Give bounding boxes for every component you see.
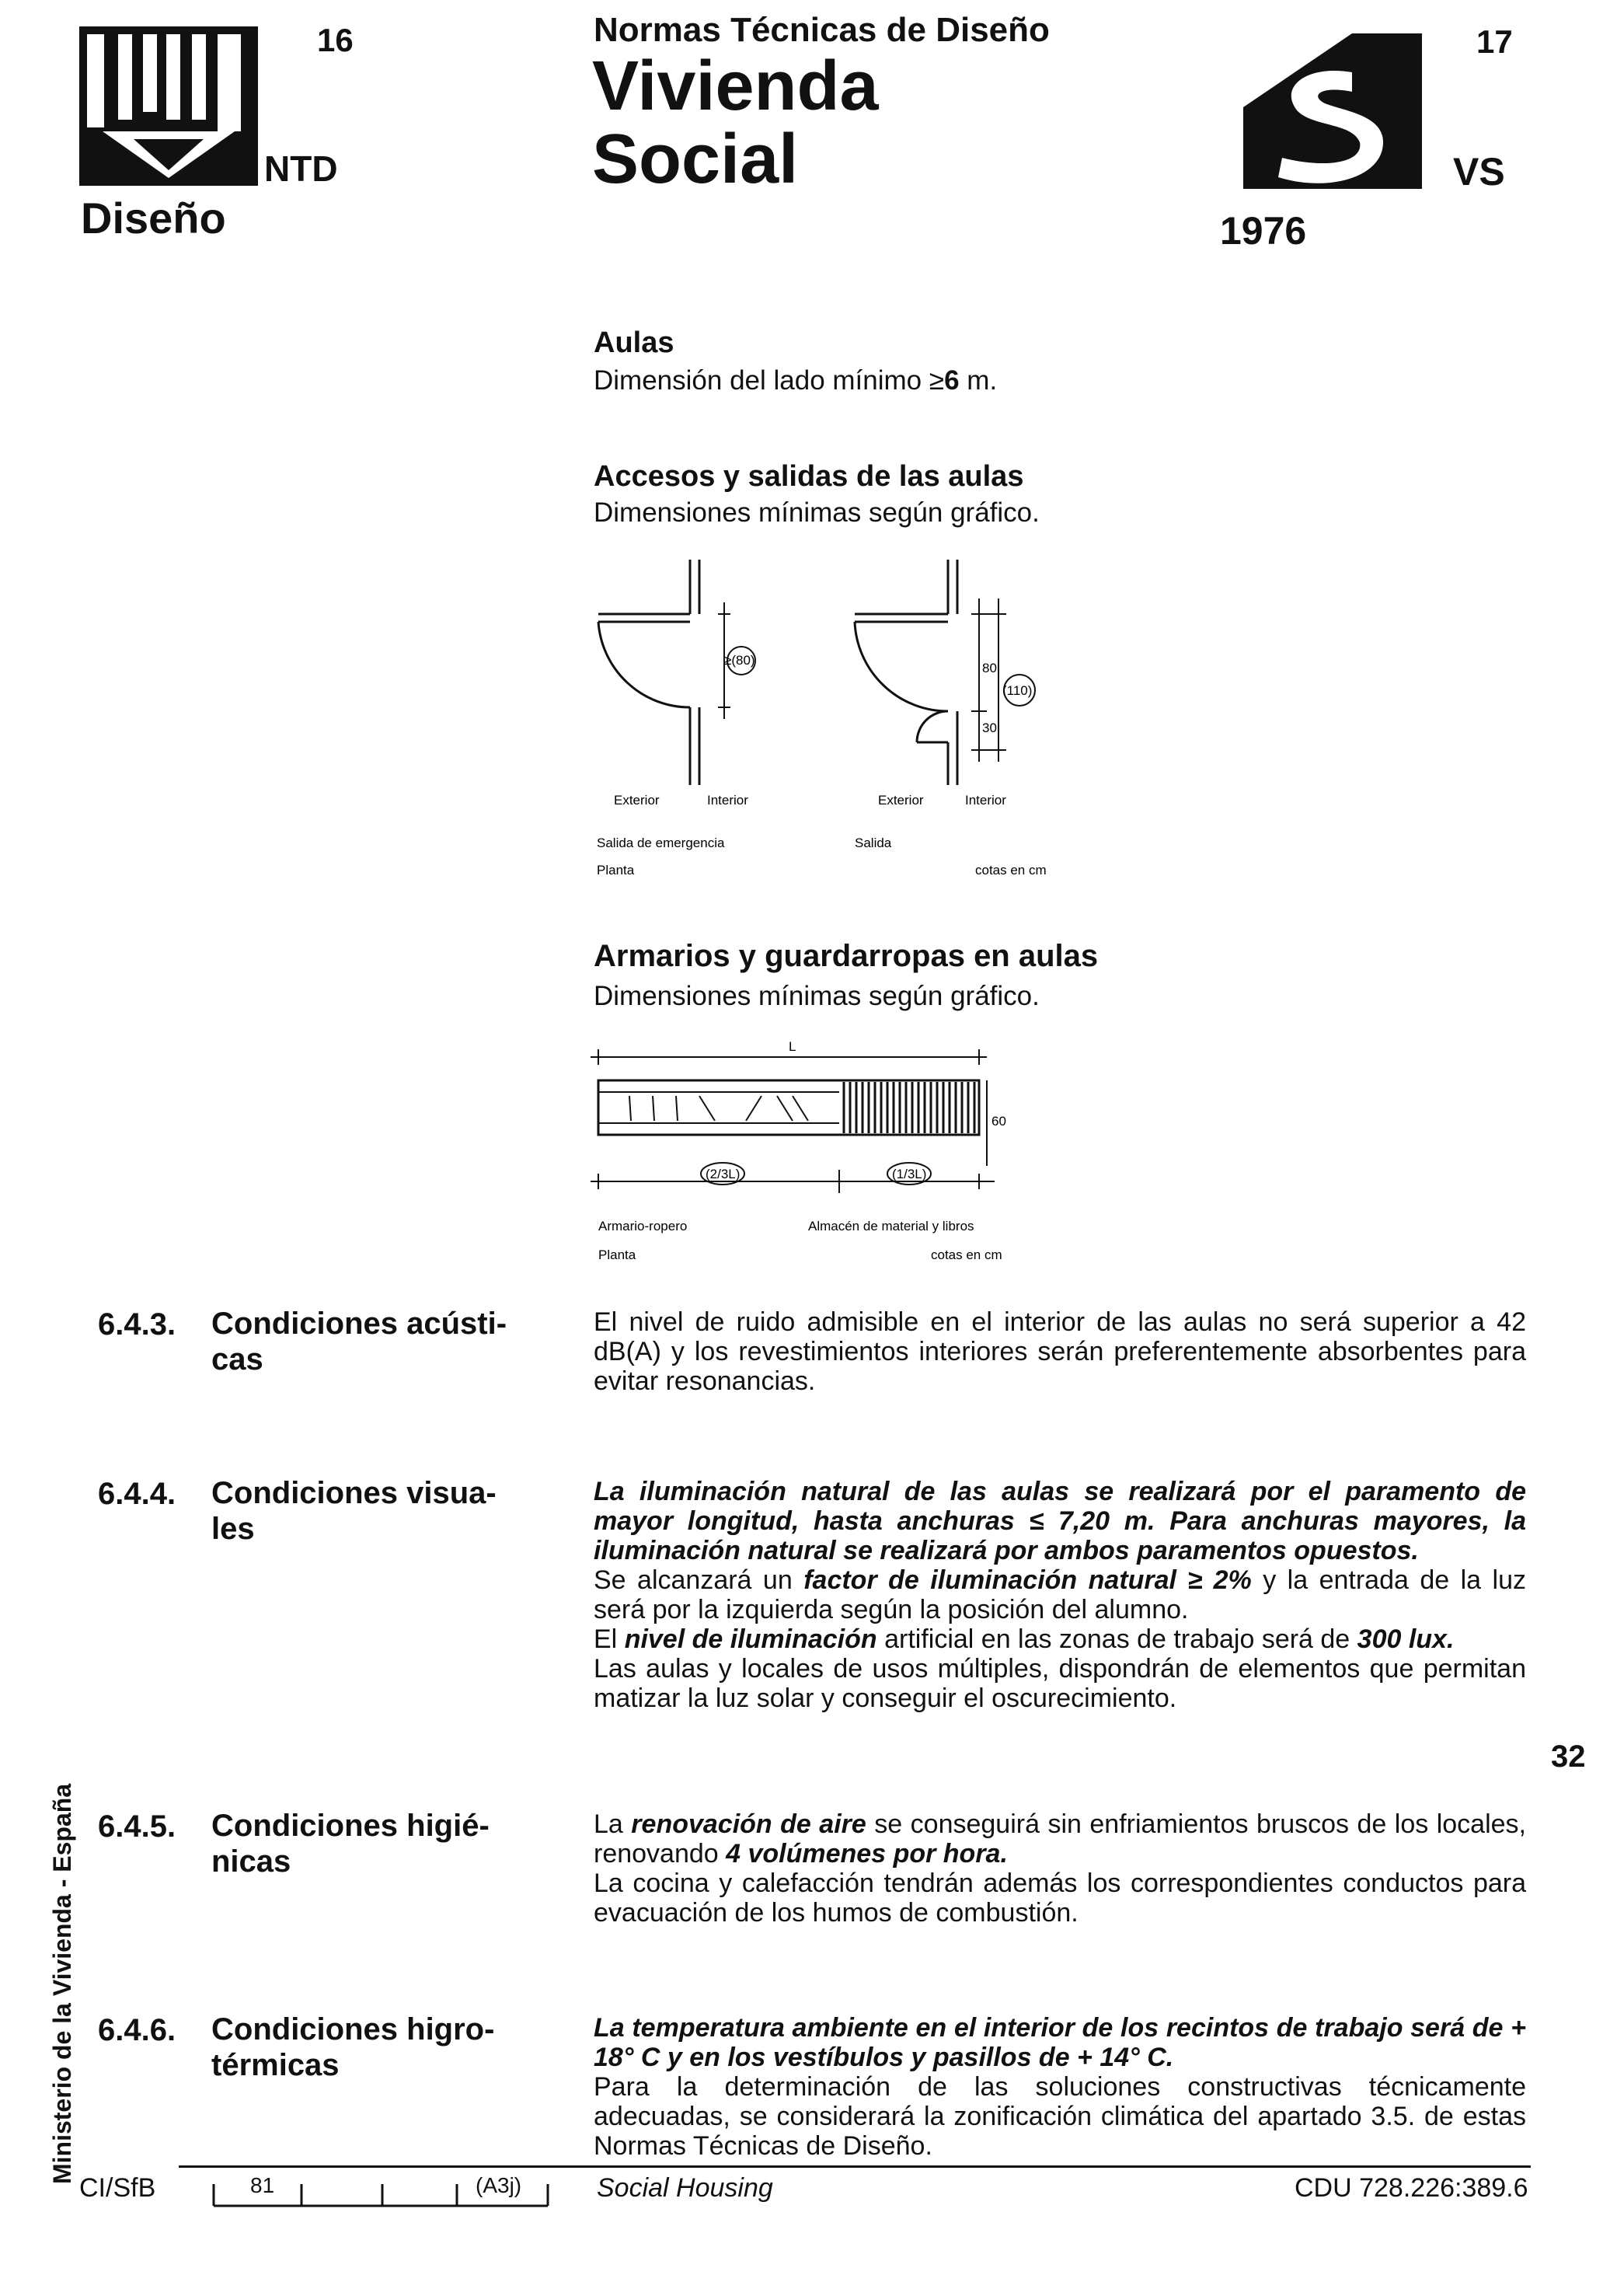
dim-right-80: 80 bbox=[982, 661, 997, 675]
section-645-p1-bold: renovación de aire bbox=[631, 1809, 866, 1839]
footer-box-81: 81 bbox=[250, 2173, 275, 2197]
section-646-body bbox=[594, 2013, 1526, 2161]
section-644-paragraph-2 bbox=[594, 1565, 1526, 1624]
header-normas: Normas Técnicas de Diseño bbox=[594, 11, 1050, 49]
caption-armario-ropero: Armario-ropero bbox=[598, 1219, 688, 1233]
caption-cotas-2: cotas en cm bbox=[931, 1247, 1002, 1262]
section-644-p2-bold: factor de iluminación natural ≥ 2% bbox=[803, 1565, 1252, 1595]
header-title-vivienda: Vivienda bbox=[592, 47, 879, 125]
section-645-p1-b: se conseguirá sin enfriamientos bruscos de los locales, renovando bbox=[594, 1809, 1526, 1869]
caption-cotas: cotas en cm bbox=[975, 863, 1047, 878]
aulas-unit: m. bbox=[967, 365, 998, 396]
footer-social-housing: Social Housing bbox=[597, 2173, 773, 2203]
aulas-heading: Aulas bbox=[594, 326, 674, 359]
section-645-paragraph-1 bbox=[594, 1809, 1526, 1869]
section-643-title-line1: Condiciones acústi- bbox=[211, 1307, 507, 1341]
section-645-number: 6.4.5. bbox=[98, 1809, 176, 1844]
section-644-body bbox=[594, 1477, 1526, 1713]
accesos-diagram bbox=[591, 552, 1134, 894]
ministerio-vertical-label bbox=[48, 1749, 95, 2184]
header-number-right: 17 bbox=[1476, 23, 1513, 60]
header-title-social: Social bbox=[592, 120, 799, 198]
armarios-diagram bbox=[583, 1034, 1049, 1275]
section-643-body bbox=[594, 1307, 1526, 1396]
right-interior-label: Interior bbox=[965, 793, 1006, 808]
section-645-paragraph-2: La cocina y calefacción tendrán además los correspondientes conductos para evacuación de los humos de combustión. bbox=[594, 1869, 1526, 1928]
caption-salida: Salida bbox=[855, 836, 892, 850]
section-644-p2-b: y la entrada de la luz será por la izquierda según la posición del alumno. bbox=[594, 1565, 1527, 1624]
section-644-number: 6.4.4. bbox=[98, 1477, 176, 1511]
section-644-p3-b: artificial en las zonas de trabajo será de bbox=[876, 1624, 1357, 1654]
aulas-text-pre: Dimensión del lado mínimo bbox=[594, 365, 922, 396]
footer-cdu: CDU 728.226:389.6 bbox=[1295, 2173, 1528, 2203]
section-645-body bbox=[594, 1809, 1526, 1928]
section-643-title bbox=[211, 1306, 538, 1377]
dim-2-3l: (2/3L) bbox=[706, 1167, 741, 1181]
section-646-title bbox=[211, 2012, 538, 2083]
section-645-title bbox=[211, 1808, 538, 1879]
section-643-body-text: El nivel de ruido admisible en el interior de las aulas no será superior a 42 dB(A) y los revestimientos interiores serán preferentemente absorbentes para evitar resonancias. bbox=[594, 1307, 1526, 1396]
dim-1-3l: (1/3L) bbox=[892, 1167, 927, 1181]
section-646-title-line2: térmicas bbox=[211, 2048, 340, 2082]
aulas-value: 6 bbox=[944, 365, 960, 396]
section-646-title-line1: Condiciones higro- bbox=[211, 2012, 495, 2047]
armarios-text: Dimensiones mínimas según gráfico. bbox=[594, 981, 1040, 1011]
header-year: 1976 bbox=[1220, 209, 1307, 253]
section-646-number: 6.4.6. bbox=[98, 2013, 176, 2047]
section-644-title bbox=[211, 1475, 538, 1547]
ministerio-text: Ministerio de la Vivienda - España bbox=[48, 1783, 76, 2184]
header-diseno: Diseño bbox=[81, 194, 226, 243]
section-644-p3-bold-lux: 300 lux. bbox=[1357, 1624, 1455, 1654]
section-645-p1-bold-2: 4 volúmenes por hora. bbox=[726, 1839, 1008, 1869]
section-645-title-line1: Condiciones higié- bbox=[211, 1809, 490, 1843]
dim-right-110: (110) bbox=[1002, 683, 1033, 698]
aulas-text bbox=[594, 365, 997, 396]
page-number: 32 bbox=[1551, 1739, 1586, 1774]
dim-right-30: 30 bbox=[982, 721, 997, 735]
left-exterior-label: Exterior bbox=[614, 793, 660, 808]
left-interior-label: Interior bbox=[707, 793, 748, 808]
caption-almacen: Almacén de material y libros bbox=[808, 1219, 974, 1233]
right-exterior-label: Exterior bbox=[878, 793, 924, 808]
section-644-p3-bold: nivel de iluminación bbox=[624, 1624, 877, 1654]
aulas-symbol: ≥ bbox=[929, 365, 945, 396]
accesos-heading: Accesos y salidas de las aulas bbox=[594, 460, 1024, 493]
section-645-title-line2: nicas bbox=[211, 1844, 291, 1879]
section-644-p2-a: Se alcanzará un bbox=[594, 1565, 804, 1595]
dim-l: L bbox=[789, 1039, 796, 1054]
section-644-title-line1: Condiciones visua- bbox=[211, 1476, 497, 1510]
footer-cisfb: CI/SfB bbox=[79, 2173, 156, 2203]
section-643-title-line2: cas bbox=[211, 1342, 263, 1377]
header-ntd: NTD bbox=[264, 148, 338, 189]
footer-box-a3j: (A3j) bbox=[476, 2173, 522, 2197]
dim-left-80: ≥(80) bbox=[724, 653, 755, 668]
accesos-text: Dimensiones mínimas según gráfico. bbox=[594, 497, 1040, 528]
section-644-paragraph-3 bbox=[594, 1624, 1526, 1654]
section-645-p1-a: La bbox=[594, 1809, 632, 1839]
caption-planta-2: Planta bbox=[598, 1247, 636, 1262]
caption-planta: Planta bbox=[597, 863, 635, 878]
section-644-paragraph-4: Las aulas y locales de usos múltiples, dispondrán de elementos que permitan matizar la luz solar y conseguir el oscurecimiento. bbox=[594, 1654, 1526, 1713]
header-number-left: 16 bbox=[317, 22, 354, 58]
dim-60: 60 bbox=[991, 1114, 1006, 1129]
caption-salida-emergencia: Salida de emergencia bbox=[597, 836, 725, 850]
section-646-bold-paragraph: La temperatura ambiente en el interior de los recintos de trabajo será de + 18° C y en los vestíbulos y pasillos de + 14° C. bbox=[594, 2013, 1526, 2072]
armarios-heading: Armarios y guardarropas en aulas bbox=[594, 939, 1099, 973]
section-644-title-line2: les bbox=[211, 1512, 255, 1546]
shelf-hatching bbox=[844, 1082, 974, 1133]
footer-divider bbox=[179, 2165, 1531, 2168]
house-s-logo-icon bbox=[1235, 30, 1422, 189]
section-646-paragraph-2: Para la determinación de las soluciones constructivas técnicamente adecuadas, se considerará la zonificación climática del apartado 3.5. de estas Normas Técnicas de Diseño. bbox=[594, 2072, 1526, 2161]
section-644-bold-paragraph: La iluminación natural de las aulas se realizará por el paramento de mayor longitud, hasta anchuras ≤ 7,20 m. Para anchuras mayores, la iluminación natural se realizará por ambos paramentos opuestos. bbox=[594, 1477, 1526, 1565]
section-644-p3-a: El bbox=[594, 1624, 625, 1654]
header-vs: VS bbox=[1453, 150, 1505, 194]
pencil-column-logo-icon bbox=[79, 26, 258, 186]
section-643-number: 6.4.3. bbox=[98, 1307, 176, 1342]
